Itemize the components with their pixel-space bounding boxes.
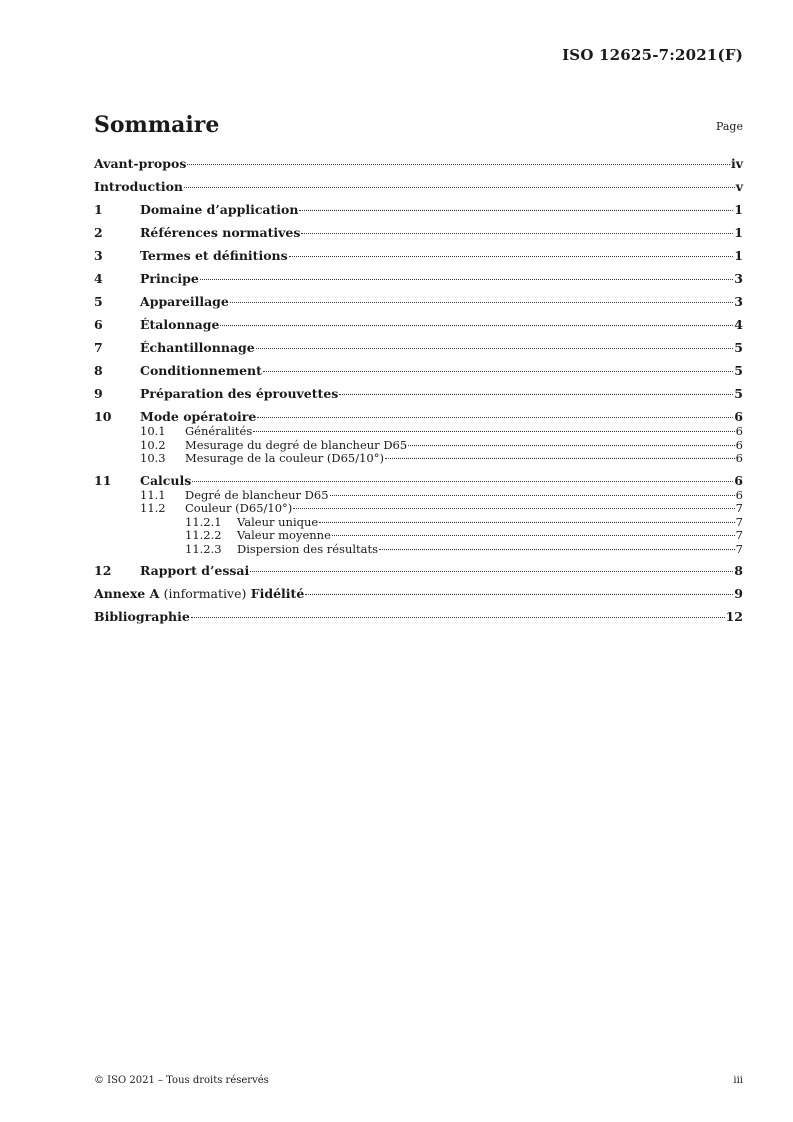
- toc-entry-label: Valeur unique: [237, 514, 319, 529]
- toc-entry-11-1[interactable]: [94, 489, 743, 503]
- toc-entry-10[interactable]: [94, 409, 743, 425]
- toc-entry-annex-type: (informative): [163, 586, 247, 601]
- toc-entry-page: 3: [734, 271, 743, 286]
- toc-entry-number: 11: [94, 472, 112, 488]
- toc-entry-page: 4: [734, 317, 743, 332]
- toc-entry-label: Préparation des éprouvettes: [140, 386, 339, 401]
- toc-entry-label: Mesurage du degré de blancheur D65: [185, 437, 408, 452]
- toc-entry-label: Rapport d’essai: [140, 563, 250, 578]
- toc-entry-4[interactable]: [94, 271, 743, 287]
- toc-entry-page: 7: [735, 541, 743, 556]
- toc-entry-label: Annexe A: [94, 586, 160, 601]
- toc-entry-label: Mesurage de la couleur (D65/10°): [185, 451, 384, 465]
- toc-entry-label: Degré de blancheur D65: [185, 487, 329, 502]
- toc-entry-label: Dispersion des résultats: [237, 541, 379, 556]
- toc-entry-5[interactable]: [94, 294, 743, 310]
- page-column-label: Page: [715, 120, 743, 133]
- toc-entry-introduction[interactable]: [94, 179, 743, 195]
- toc-entry-1[interactable]: [94, 202, 743, 218]
- toc-entry-number: 10.2: [140, 437, 166, 452]
- toc-entry-label: Bibliographie: [94, 609, 190, 624]
- toc-entry-number: 11.2.2: [185, 528, 222, 542]
- toc-entry-page: 1: [734, 248, 743, 263]
- toc-entry-8[interactable]: [94, 363, 743, 379]
- toc-entry-page: 6: [734, 409, 743, 424]
- toc-entry-7[interactable]: [94, 340, 743, 356]
- toc-entry-page: 5: [734, 386, 743, 401]
- toc-entry-11-2-1[interactable]: [94, 516, 743, 530]
- toc-entry-10-3[interactable]: [94, 452, 743, 466]
- toc-entry-annexe-a[interactable]: [94, 586, 743, 602]
- toc-entry-page: 8: [734, 563, 743, 578]
- toc-entry-page: 12: [725, 609, 743, 624]
- toc-entry-3[interactable]: [94, 248, 743, 264]
- toc-entry-page: 1: [734, 202, 743, 217]
- toc-entry-10-1[interactable]: [94, 425, 743, 439]
- toc-entry-number: 9: [94, 386, 103, 401]
- toc-entry-11-2-3[interactable]: [94, 543, 743, 557]
- toc-entry-number: 10.3: [140, 451, 166, 465]
- toc-entry-number: 2: [94, 225, 103, 240]
- toc-entry-page: 3: [734, 294, 743, 309]
- toc-entry-11-2-2[interactable]: [94, 529, 743, 543]
- toc-entry-11[interactable]: [94, 473, 743, 489]
- toc-entry-number: 12: [94, 563, 112, 578]
- toc-entry-page: 5: [734, 363, 743, 378]
- toc-entry-number: 8: [94, 363, 103, 378]
- toc-entry-number: 10: [94, 409, 112, 424]
- toc-entry-label: Appareillage: [140, 294, 229, 309]
- toc-entry-avant-propos[interactable]: [94, 156, 743, 172]
- toc-entry-page: 6: [735, 487, 743, 502]
- toc-entry-number: 5: [94, 294, 103, 309]
- toc-entry-label: Termes et définitions: [140, 248, 288, 263]
- toc-entry-number: 11.2.3: [185, 541, 222, 556]
- toc-entry-12[interactable]: [94, 563, 743, 579]
- toc-entry-number: 11.2.1: [185, 514, 222, 529]
- toc-entry-number: 11.2: [140, 501, 166, 515]
- toc-entry-number: 11.1: [140, 487, 166, 502]
- toc-entry-label: Domaine d’application: [140, 202, 299, 217]
- toc-entry-label: Avant-propos: [94, 156, 187, 171]
- toc-entry-label: Calculs: [140, 472, 192, 488]
- footer-copyright: © ISO 2021 – Tous droits réservés: [94, 1075, 269, 1086]
- toc-entry-number: 4: [94, 271, 103, 286]
- toc-entry-label: Étalonnage: [140, 317, 220, 332]
- toc-entry-number: 1: [94, 202, 103, 217]
- toc-entry-page: 6: [735, 424, 743, 438]
- toc-entry-label: Mode opératoire: [140, 409, 257, 424]
- toc-entry-page: 7: [735, 514, 743, 529]
- footer-page-number: iii: [733, 1075, 743, 1086]
- toc-entry-9[interactable]: [94, 386, 743, 402]
- toc-entry-page: 6: [735, 451, 743, 465]
- toc-entry-page: 5: [734, 340, 743, 355]
- toc-entry-annex-title: Fidélité: [250, 586, 305, 601]
- toc-entry-bibliographie[interactable]: [94, 609, 743, 625]
- toc-entry-label: Couleur (D65/10°): [185, 501, 293, 515]
- document-id: ISO 12625-7:2021(F): [562, 46, 743, 64]
- toc-entry-number: 3: [94, 248, 103, 263]
- toc-entry-label: Échantillonnage: [140, 340, 255, 355]
- toc-entry-page: 7: [735, 501, 743, 515]
- toc-entry-page: 6: [735, 437, 743, 452]
- toc-entry-number: 6: [94, 317, 103, 332]
- toc-entry-label: Références normatives: [140, 225, 301, 240]
- toc-entry-page: 7: [735, 528, 743, 542]
- toc-entry-page: iv: [730, 156, 743, 171]
- page-title: Sommaire: [94, 112, 220, 138]
- toc-entry-label: Généralités: [185, 424, 253, 438]
- toc-entry-page: v: [735, 179, 743, 194]
- toc-entry-10-2[interactable]: [94, 439, 743, 453]
- toc-entry-number: 7: [94, 340, 103, 355]
- toc-entry-page: 6: [734, 472, 743, 488]
- toc-entry-label: Principe: [140, 271, 199, 286]
- table-of-contents: [94, 156, 743, 625]
- toc-entry-2[interactable]: [94, 225, 743, 241]
- toc-entry-label: Introduction: [94, 179, 184, 194]
- toc-entry-number: 10.1: [140, 424, 166, 438]
- toc-entry-11-2[interactable]: [94, 502, 743, 516]
- toc-entry-label: Conditionnement: [140, 363, 262, 378]
- toc-entry-page: 9: [734, 586, 743, 601]
- toc-entry-label: Valeur moyenne: [237, 528, 331, 542]
- toc-entry-page: 1: [734, 225, 743, 240]
- toc-entry-6[interactable]: [94, 317, 743, 333]
